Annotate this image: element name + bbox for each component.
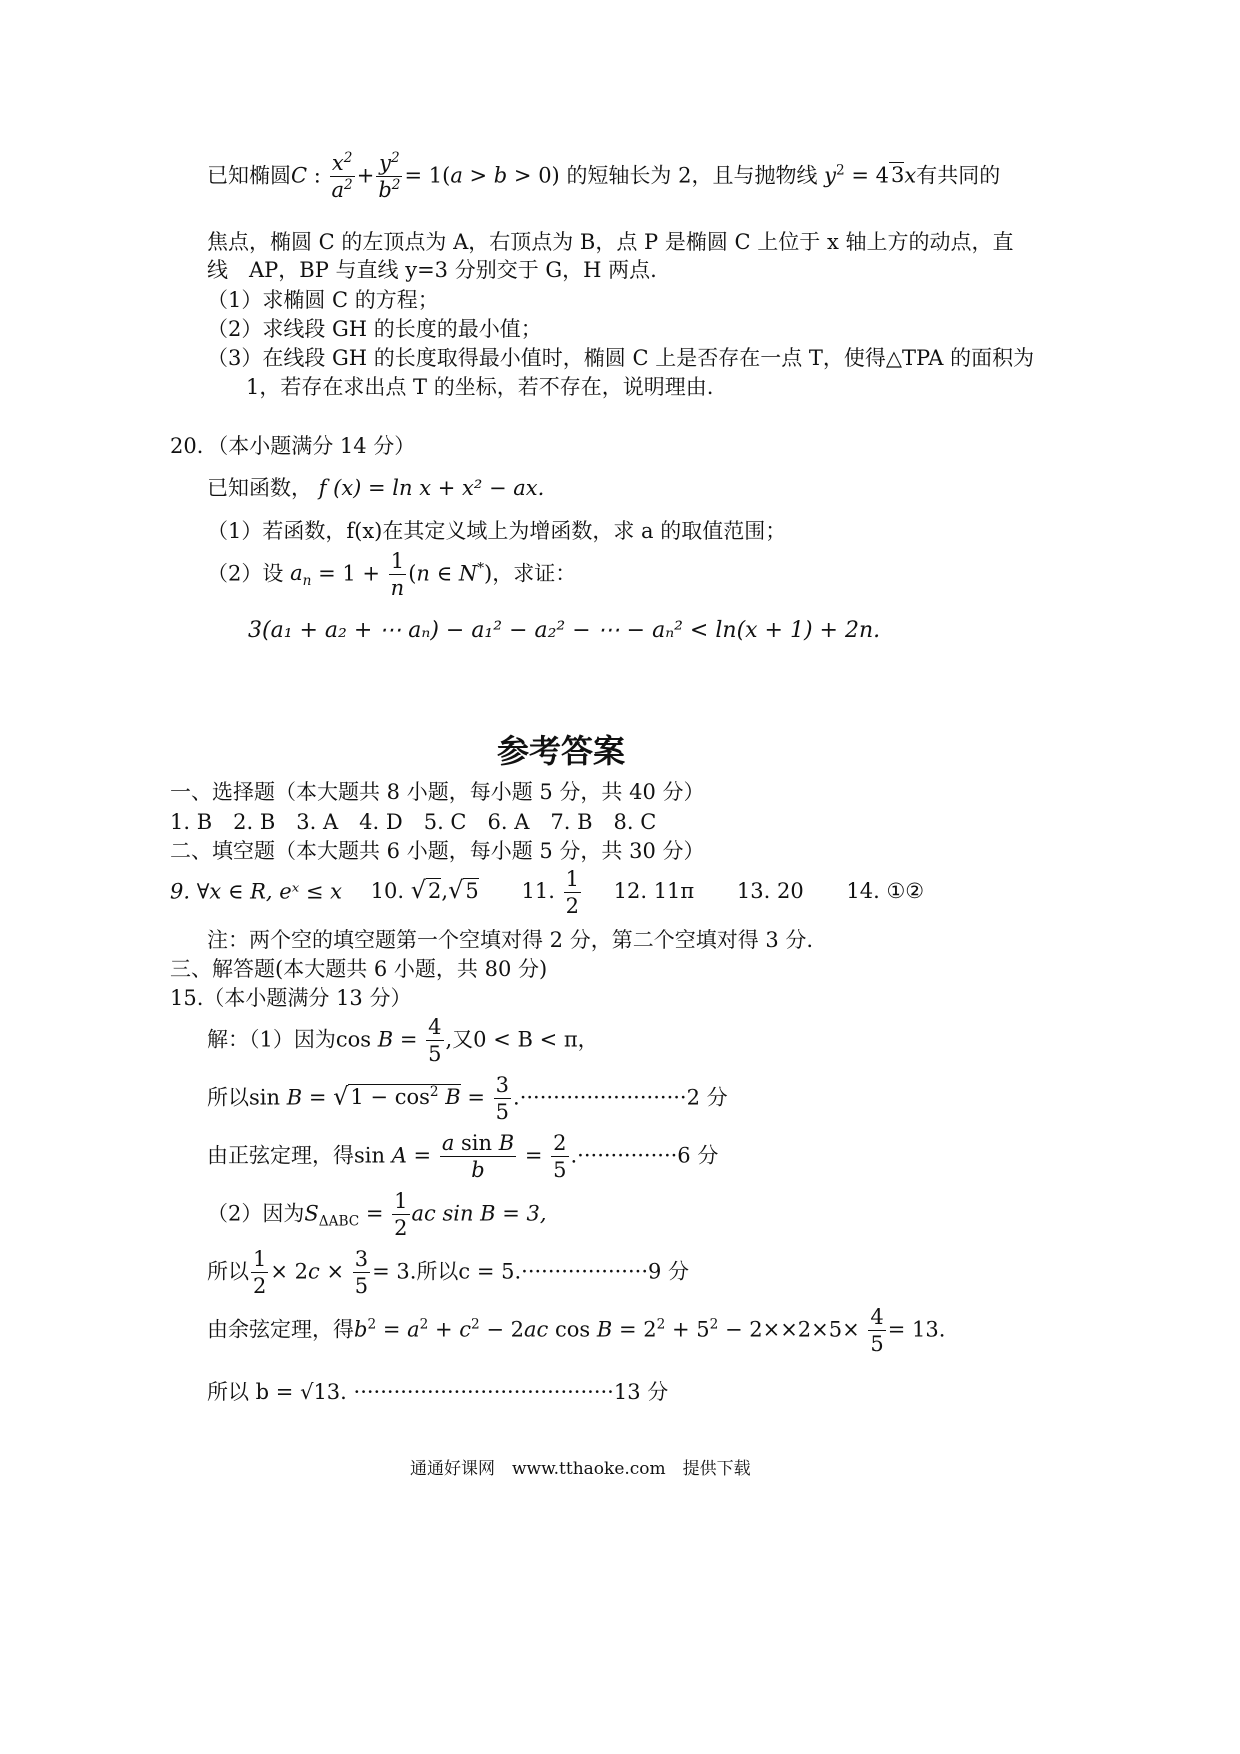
q11-label: 11. <box>521 879 555 904</box>
answers-title: 参考答案 <box>497 732 626 770</box>
p19-line1: 已知椭圆C : $\frac{x^2}{a^2}$ + $\frac{y^2}{b^2}$ = 1(a > b > 0) 的短轴长为 2，且与抛物线 $y^2 = 43x$有共同的 <box>207 150 1001 203</box>
p20-given-line <box>207 472 544 502</box>
p19-line3: 线 AP，BP 与直线 y=3 分别交于 G，H 两点. <box>207 258 657 282</box>
q14-answer: 14. ①② <box>846 879 925 904</box>
p19-line2: 焦点，椭圆 C 的左顶点为 A，右顶点为 B，点 P 是椭圆 C 上位于 x 轴上方的动点，直 <box>207 230 1014 254</box>
p20-q2: （2）设 $a_n = 1$ + $\frac{1}{n}$ (n ∈ N*)，求证： <box>207 549 577 601</box>
p20-q2-pre: （2）设 <box>207 561 284 586</box>
sec1-header: 一、选择题（本大题共 8 小题，每小题 5 分，共 40 分） <box>170 780 705 804</box>
p19-intro-b: 有共同的 <box>916 163 1001 188</box>
fill-in-note: 注：两个空的填空题第一个空填对得 2 分，第二个空填对得 3 分. <box>207 928 814 952</box>
p15-header: 15.（本小题满分 13 分） <box>170 986 412 1010</box>
solution-step-7: 所以 b = √13. ·······································13 分 <box>207 1380 669 1404</box>
p20-q1: （1）若函数，f(x)在其定义域上为增函数，求 a 的取值范围； <box>207 519 787 543</box>
q12-answer: 12. 11π <box>613 879 695 904</box>
p20-inequality: 3(a₁ + a₂ + ⋯ aₙ) − a₁² − a₂² − ⋯ − aₙ² < ln(x + 1) + 2n. <box>248 618 881 643</box>
solution-step-6: 由余弦定理，得$b^2 = a^2 + c^2 - 2ac$ $\cos B = 2^2 + 5^2 - 2\times\times 2\times 5\times$ $\frac{4}{5}$ = 13. <box>207 1305 946 1357</box>
p19-q2: （2）求线段 GH 的长度的最小值； <box>207 317 542 341</box>
sec1-answers: 1. B 2. B 3. A 4. D 5. C 6. A 7. B 8. C <box>170 810 657 834</box>
solution-step-3: 由正弦定理，得sin A = $\frac{\text{a sin B}}{b}$ = $\frac{2}{5}$ .···············6 分 <box>207 1131 719 1183</box>
fill-in-answers: 9. ∀x ∈ R, eˣ ≤ x 10. √2,√5 11. $\frac{1}{2}$ 12. 11π 13. 20 14. ①② <box>170 867 925 919</box>
p20-func: f (x) = ln x + x² − ax. <box>318 476 545 500</box>
p19-ellipse-tail: 的短轴长为 2，且与抛物线 <box>566 163 818 188</box>
sec3-header: 三、解答题(本大题共 6 小题，共 80 分) <box>170 957 548 981</box>
p19-q3b: 1，若存在求出点 T 的坐标，若不存在，说明理由. <box>246 375 714 399</box>
solution-step-1: 解：（1）因为cos B = $\frac{4}{5}$ ,又0 < B < π， <box>207 1015 599 1067</box>
sec2-header: 二、填空题（本大题共 6 小题，每小题 5 分，共 30 分） <box>170 839 705 863</box>
p19-intro-a: 已知椭圆 <box>207 163 291 188</box>
solution-step-5: 所以 $\frac{1}{2}$ × 2c × $\frac{3}{5}$ = 3.所以c = 5.···················9 分 <box>207 1247 690 1299</box>
p19-q1: （1）求椭圆 C 的方程； <box>207 288 439 312</box>
solution-step-4: （2）因为$S_{\Delta ABC}$ = $\frac{1}{2}$ ac sin B = 3, <box>207 1189 547 1241</box>
p20-header: 20．（本小题满分 14 分） <box>170 434 416 458</box>
p20-given: 已知函数， <box>207 476 312 500</box>
q9-answer: 9. ∀x ∈ R, eˣ ≤ x <box>170 879 342 904</box>
solution-step-2: 所以$\sin B = √1 - \cos^2 B$ = $\frac{3}{5}$ .·························2 分 <box>207 1073 728 1125</box>
q13-answer: 13. 20 <box>736 879 804 904</box>
q10-label: 10. <box>370 879 405 904</box>
p19-q3a: （3）在线段 GH 的长度取得最小值时，椭圆 C 上是否存在一点 T，使得△TPA 的面积为 <box>207 346 1035 370</box>
p20-q2-post: ，求证： <box>492 561 577 586</box>
page-footer: 通通好课网 www.tthaoke.com 提供下载 <box>410 1459 751 1479</box>
